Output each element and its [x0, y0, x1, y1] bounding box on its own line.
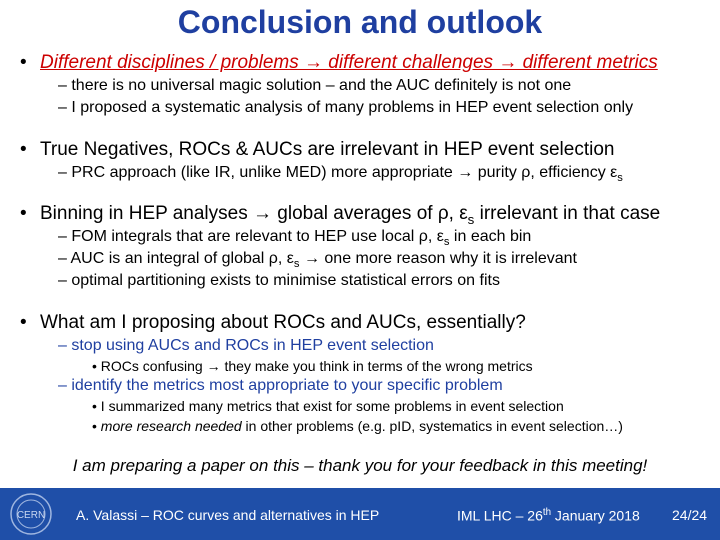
bullet-2-sub-1 [58, 164, 623, 184]
detail-rest: in other problems (e.g. pID, systematics in event selection…) [241, 418, 623, 434]
footer-author: A. Valassi – ROC curves and alternatives in HEP [76, 507, 380, 523]
detail-emphasis: more research needed [100, 418, 242, 434]
bullet-4 [20, 312, 526, 334]
bullet-1-sub-1: – there is no universal magic solution – and the AUC definitely is not one [58, 77, 572, 94]
bullet-4-sub-2: – identify the metrics most appropriate to your specific problem [58, 377, 503, 394]
bullet-2 [20, 139, 614, 161]
bullet-3-text-a: Binning in HEP analyses → global averages of ρ, ε [40, 203, 468, 224]
subscript-s: s [293, 258, 300, 271]
footer-event-a: IML LHC – 26 [457, 507, 543, 524]
bullet-3-sub-1-a: – FOM integrals that are relevant to HEP use local ρ, ε [58, 228, 444, 245]
bullet-dot: • [20, 139, 27, 160]
bullet-3-sub-2-c: → one more reason why it is irrelevant [299, 250, 577, 267]
slide-title: Conclusion and outlook [177, 4, 543, 40]
bullet-3-sub-2-a: – AUC is an integral of global ρ, ε [58, 250, 294, 267]
bullet-1 [20, 52, 658, 74]
bullet-3-sub-1-c: in each bin [449, 228, 532, 245]
bullet-3 [20, 203, 660, 227]
bullet-dot: • [20, 52, 27, 73]
bullet-4-sub-1: – stop using AUCs and ROCs in HEP event selection [58, 337, 434, 354]
page-number: 24/24 [672, 507, 708, 523]
bullet-4-sub-2-detail-2 [92, 418, 623, 434]
bullet-3-text-c: irrelevant in that case [474, 203, 661, 224]
bullet-3-sub-2 [58, 250, 577, 270]
bullet-dot: • [20, 203, 27, 224]
footer-event-b: January 2018 [551, 507, 640, 524]
bullet-dot: • [20, 312, 27, 333]
footer-bar [0, 488, 720, 540]
cern-logo [8, 491, 54, 537]
footer-event-sup: th [542, 507, 552, 518]
footer-event [457, 507, 640, 524]
bullet-4-sub-1-detail: • ROCs confusing → they make you think in terms of the wrong metrics [92, 358, 533, 374]
bullet-3-sub-3: – optimal partitioning exists to minimise statistical errors on fits [58, 272, 500, 289]
subscript-s: s [443, 236, 450, 249]
subscript-s: s [617, 172, 623, 185]
cern-logo-text: CERN [16, 510, 46, 521]
bullet-4-sub-2-detail-1: • I summarized many metrics that exist for some problems in event selection [92, 398, 564, 414]
closing-remark: I am preparing a paper on this – thank you for your feedback in this meeting! [72, 456, 648, 475]
bullet-2-text: True Negatives, ROCs & AUCs are irrelevant in HEP event selection [40, 139, 615, 160]
subscript-s: s [467, 211, 475, 227]
bullet-1-text: Different disciplines / problems → different challenges → different metrics [40, 52, 658, 73]
detail-bullet: • [92, 418, 101, 434]
bullet-1-sub-2: – I proposed a systematic analysis of many problems in HEP event selection only [58, 99, 634, 116]
bullet-3-sub-1 [58, 228, 531, 248]
bullet-4-text: What am I proposing about ROCs and AUCs, essentially? [40, 312, 526, 333]
bullet-2-sub-1-text: – PRC approach (like IR, unlike MED) more appropriate → purity ρ, efficiency ε [58, 164, 618, 181]
